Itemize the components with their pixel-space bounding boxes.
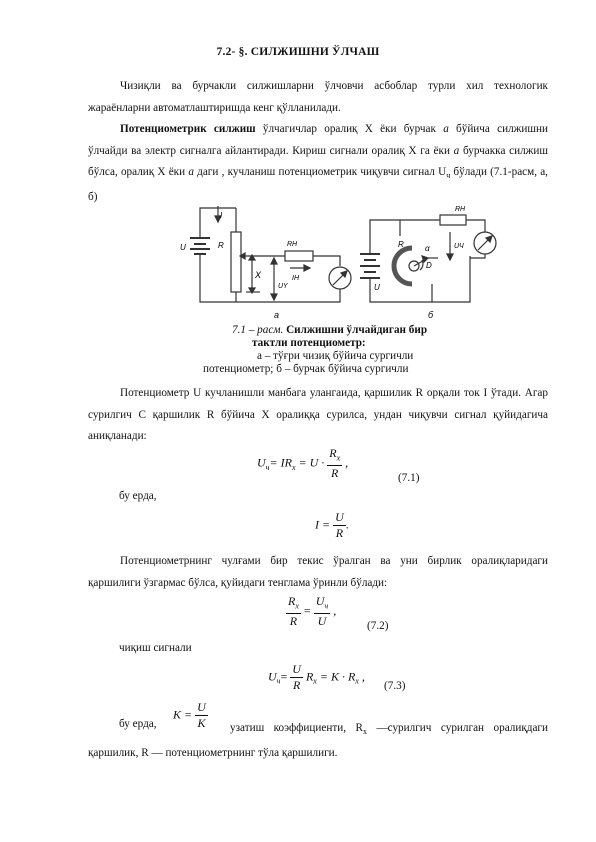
linear-potentiometer-diagram (190, 206, 351, 302)
paragraph-potentiometer-voltage: Потенциометр U кучланишли манбага улангаида, қаршилик R орқали ток I ўтади. Агар сурилгич С қаршилик R бўйича X оралиққа сурилса, ундан чиқувчи сигнал қуйидагича аниқланади: (88, 387, 548, 442)
equation-current: I = $\frac{U}{R}$ . (315, 510, 349, 540)
equation-transfer-coefficient: K = $\frac{U}{K}$ (173, 700, 206, 730)
angular-potentiometer-diagram (360, 215, 496, 302)
paragraph-transfer-coefficient: узатиш коэффициенти, $R_x$ —сурилгич сурилган оралиқдаги қаршилик, R — потенциометрнинг тўла қаршилиги. (88, 722, 548, 759)
text-last-start: бу ерда, (119, 718, 157, 730)
label-resistor-R: R (218, 241, 224, 250)
label-current-I: I (220, 211, 223, 220)
potentiometer-figure (170, 198, 510, 322)
equation-7-3: $U_ч=$ $\frac{U}{R}$ $R_x = K \cdot R_x$ , (268, 662, 365, 692)
label-voltage-U: U (180, 243, 186, 252)
text-bu-erda: бу ерда, (119, 490, 157, 502)
figure-caption-line2: тактли потенциометр: (252, 337, 366, 349)
equation-number-7-1: (7.1) (398, 472, 420, 484)
paragraph-potentiometric: Потенциометрик силжиш ўлчагичлар оралиқ X ёки бурчак а бўйича силжишни ўлчайди ва электр сигналга айлантиради. Кириш сигнали оралиқ X га ёки а бурчакка силжиш бўлса, оралиқ X ёки а даги , кучланиш потенциометрик чиқувчи сигнал $U_ч$ бўлади (7.1-расм, а, б) (88, 123, 548, 203)
equation-number-7-3: (7.3) (384, 680, 406, 692)
label-load-RH: RH (287, 241, 298, 248)
figure-caption-line4: потенциометр; б – бурчак бўйича сургичли (203, 363, 409, 375)
paragraph-winding: Потенциометрнинг чулғами бир текис ўралган ва уни бирлик оралиқларидаги қаршилиги ўзгармас бўлса, қуйидаги тенглама ўринли бўлади: (88, 555, 548, 589)
figure-tag-b: б (428, 310, 434, 320)
equation-7-1: $U_ч= IR_x = U$ · $\frac{R_x}{R}$ , (257, 446, 349, 481)
label-D: D (426, 261, 432, 270)
figure-caption-line1: 7.1 – расм. Силжишни ўлчайдиган бир (232, 324, 428, 336)
label-load-RH-b: RH (455, 206, 466, 213)
label-output-UY: UY (278, 283, 288, 290)
term-potentiometric: Потенциометрик силжиш (120, 123, 256, 135)
section-title: 7.2- §. СИЛЖИШНИ ЎЛЧАШ (216, 46, 380, 58)
equation-number-7-2: (7.2) (367, 620, 389, 632)
label-displacement-X: X (255, 270, 262, 280)
paragraph-intro: Чизиқли ва бурчакли силжишларни ўлчовчи асбоблар турли хил технологик жараёнларни автоматлаштиришда кенг қўлланилади. (88, 80, 548, 114)
label-angle-alpha: α (425, 244, 430, 253)
figure-tag-a: a (274, 310, 280, 320)
label-load-current-IH: IH (292, 275, 299, 282)
label-resistor-R-b: R (398, 240, 404, 249)
text-output-signal: чиқиш сигнали (119, 642, 192, 654)
figure-caption-line3: а – тўғри чизиқ бўйича сургичли (257, 350, 414, 362)
label-voltage-U-b: U (374, 283, 380, 292)
label-output-UCh: UЧ (454, 243, 464, 250)
equation-7-2: $\frac{R_x}{R}$ = $\frac{U_ч}{U}$ , (288, 594, 337, 629)
